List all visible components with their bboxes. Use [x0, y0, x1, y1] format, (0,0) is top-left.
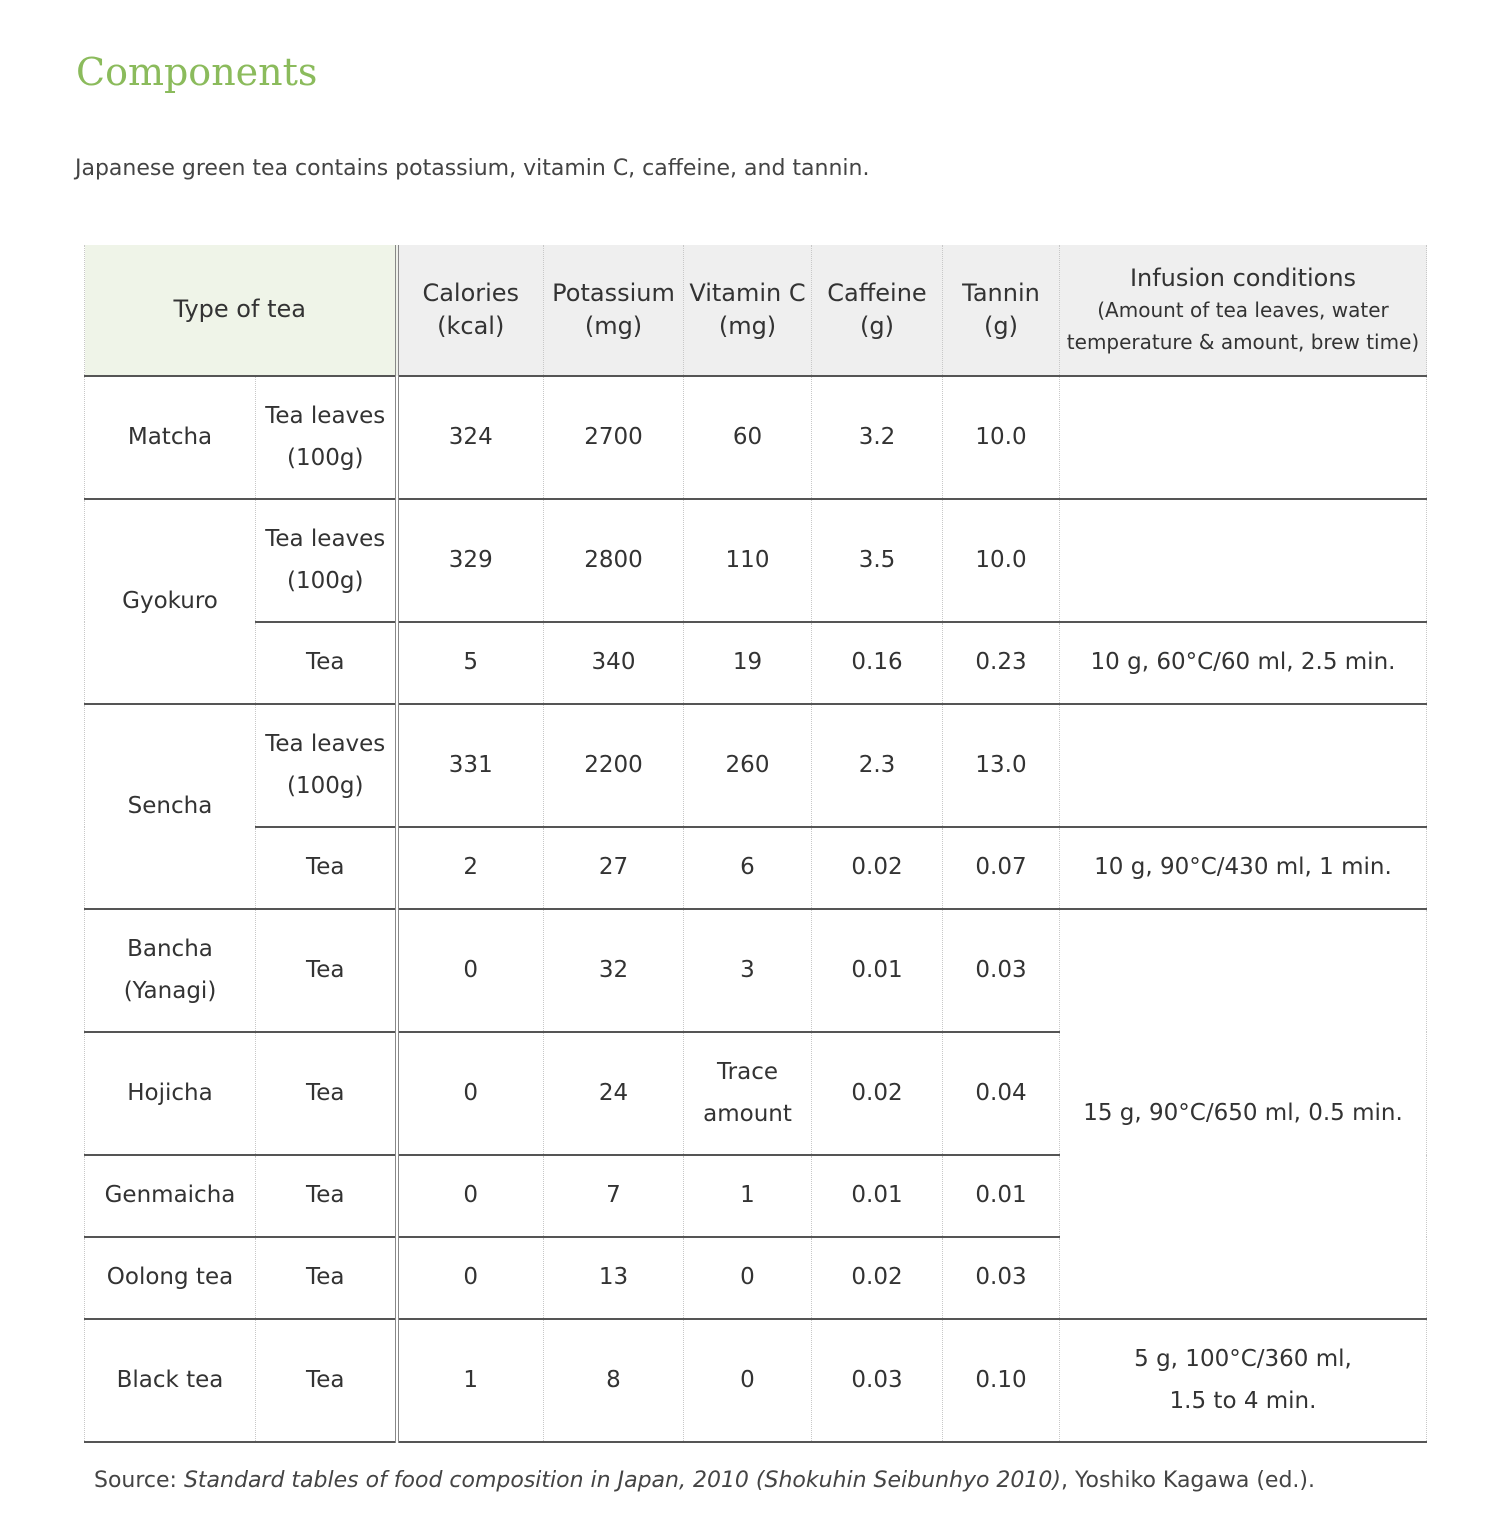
caffeine-cell: 0.01 [812, 1155, 943, 1237]
tannin-cell: 0.07 [943, 827, 1060, 909]
table-row [85, 827, 1427, 909]
header-tannin: Tannin (g) [943, 245, 1060, 376]
vitamin-c-cell: 0 [684, 1319, 812, 1442]
tannin-cell: 0.10 [943, 1319, 1060, 1442]
vitamin-c-cell: Trace amount [684, 1032, 812, 1155]
tannin-cell: 0.01 [943, 1155, 1060, 1237]
infusion-cell: 10 g, 90°C/430 ml, 1 min. [1060, 827, 1427, 909]
tea-name: Gyokuro [85, 499, 256, 704]
calories-cell: 1 [397, 1319, 544, 1442]
tea-name: Hojicha [85, 1032, 256, 1155]
tannin-cell: 10.0 [943, 499, 1060, 622]
table-row [85, 622, 1427, 704]
vitamin-c-cell: 6 [684, 827, 812, 909]
source-citation [94, 1468, 1315, 1493]
caffeine-cell: 0.03 [812, 1319, 943, 1442]
infusion-cell [1060, 499, 1427, 622]
caffeine-cell: 0.01 [812, 909, 943, 1032]
header-infusion: Infusion conditions (Amount of tea leaves, water temperature & amount, brew time) [1060, 245, 1427, 376]
tea-form: Tea [256, 1032, 397, 1155]
potassium-cell: 24 [544, 1032, 684, 1155]
table-row [85, 704, 1427, 827]
tannin-cell: 10.0 [943, 376, 1060, 499]
calories-cell: 0 [397, 1155, 544, 1237]
page-title: Components [76, 50, 318, 94]
potassium-cell: 32 [544, 909, 684, 1032]
tea-form: Tea [256, 1155, 397, 1237]
header-type-of-tea: Type of tea [85, 245, 397, 376]
header-calories: Calories (kcal) [397, 245, 544, 376]
calories-cell: 2 [397, 827, 544, 909]
calories-cell: 331 [397, 704, 544, 827]
infusion-cell: 5 g, 100°C/360 ml, 1.5 to 4 min. [1060, 1319, 1427, 1442]
potassium-cell: 13 [544, 1237, 684, 1319]
tea-name: Sencha [85, 704, 256, 909]
tea-name: Matcha [85, 376, 256, 499]
calories-cell: 324 [397, 376, 544, 499]
tea-form: Tea [256, 1319, 397, 1442]
calories-cell: 0 [397, 1032, 544, 1155]
tannin-cell: 0.03 [943, 1237, 1060, 1319]
header-potassium: Potassium (mg) [544, 245, 684, 376]
vitamin-c-cell: 60 [684, 376, 812, 499]
tannin-cell: 13.0 [943, 704, 1060, 827]
caffeine-cell: 0.02 [812, 1237, 943, 1319]
infusion-cell: 10 g, 60°C/60 ml, 2.5 min. [1060, 622, 1427, 704]
header-caffeine: Caffeine (g) [812, 245, 943, 376]
vitamin-c-cell: 3 [684, 909, 812, 1032]
tea-form: Tea [256, 909, 397, 1032]
table-header-row [85, 245, 1427, 376]
tea-form: Tea leaves (100g) [256, 499, 397, 622]
source-prefix: Source: [94, 1468, 184, 1493]
calories-cell: 0 [397, 909, 544, 1032]
vitamin-c-cell: 19 [684, 622, 812, 704]
infusion-cell [1060, 704, 1427, 827]
table-row [85, 909, 1427, 1032]
caffeine-cell: 3.2 [812, 376, 943, 499]
potassium-cell: 7 [544, 1155, 684, 1237]
tea-form: Tea [256, 1237, 397, 1319]
vitamin-c-cell: 0 [684, 1237, 812, 1319]
caffeine-cell: 0.02 [812, 1032, 943, 1155]
calories-cell: 5 [397, 622, 544, 704]
calories-cell: 0 [397, 1237, 544, 1319]
header-vitamin-c: Vitamin C (mg) [684, 245, 812, 376]
tea-name: Bancha (Yanagi) [85, 909, 256, 1032]
potassium-cell: 2700 [544, 376, 684, 499]
tea-form: Tea [256, 827, 397, 909]
tannin-cell: 0.03 [943, 909, 1060, 1032]
potassium-cell: 2200 [544, 704, 684, 827]
potassium-cell: 27 [544, 827, 684, 909]
potassium-cell: 2800 [544, 499, 684, 622]
table-row [85, 1319, 1427, 1442]
infusion-cell [1060, 376, 1427, 499]
tea-name: Genmaicha [85, 1155, 256, 1237]
tea-form: Tea [256, 622, 397, 704]
vitamin-c-cell: 1 [684, 1155, 812, 1237]
intro-text: Japanese green tea contains potassium, vitamin C, caffeine, and tannin. [75, 156, 870, 181]
source-title: Standard tables of food composition in Japan, 2010 (Shokuhin Seibunhyo 2010) [183, 1468, 1062, 1493]
tannin-cell: 0.04 [943, 1032, 1060, 1155]
potassium-cell: 8 [544, 1319, 684, 1442]
table-row [85, 376, 1427, 499]
source-suffix: , Yoshiko Kagawa (ed.). [1061, 1468, 1315, 1493]
infusion-cell: 15 g, 90°C/650 ml, 0.5 min. [1060, 909, 1427, 1319]
tannin-cell: 0.23 [943, 622, 1060, 704]
caffeine-cell: 2.3 [812, 704, 943, 827]
caffeine-cell: 0.02 [812, 827, 943, 909]
table-row [85, 499, 1427, 622]
components-table [84, 245, 1427, 1443]
caffeine-cell: 3.5 [812, 499, 943, 622]
potassium-cell: 340 [544, 622, 684, 704]
tea-form: Tea leaves (100g) [256, 376, 397, 499]
vitamin-c-cell: 260 [684, 704, 812, 827]
caffeine-cell: 0.16 [812, 622, 943, 704]
calories-cell: 329 [397, 499, 544, 622]
vitamin-c-cell: 110 [684, 499, 812, 622]
tea-form: Tea leaves (100g) [256, 704, 397, 827]
tea-name: Oolong tea [85, 1237, 256, 1319]
tea-name: Black tea [85, 1319, 256, 1442]
